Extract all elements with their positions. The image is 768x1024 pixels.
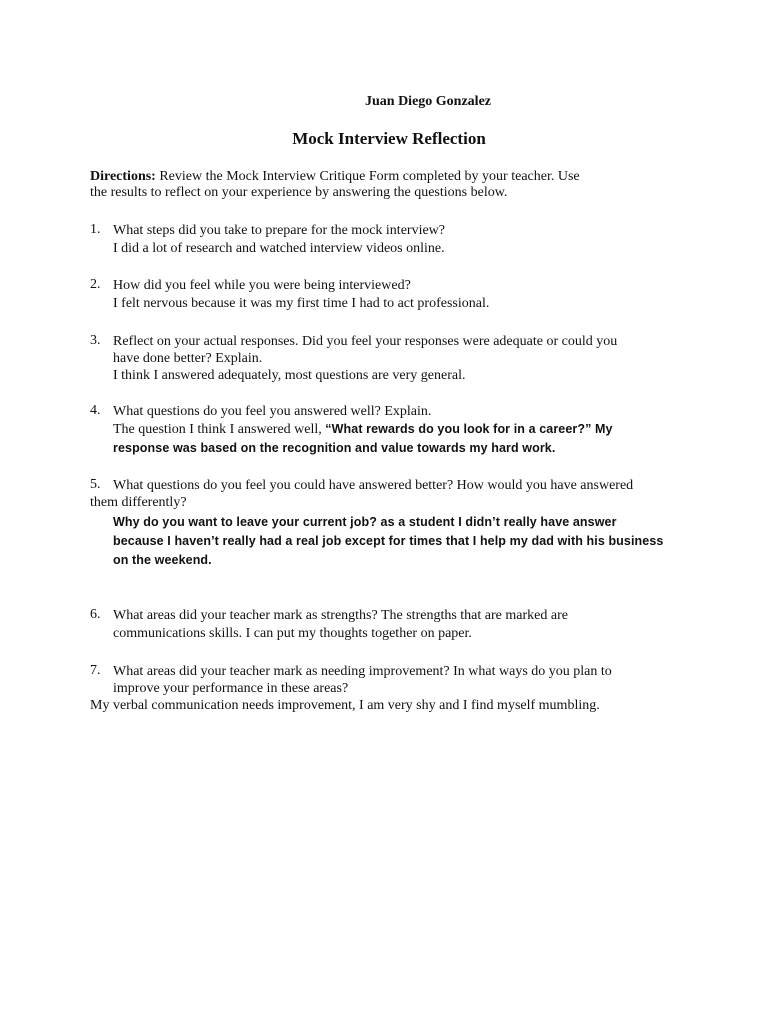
item-number-4: 4. [90, 403, 101, 418]
item-number-7: 7. [90, 663, 101, 678]
question-3-line-2: have done better? Explain. [113, 351, 263, 366]
question-5-line-1: What questions do you feel you could have answered better? How would you have answered [113, 478, 634, 493]
answer-5-bold-1: Why do you want to leave your current job? as a student I didn’t really have answer [113, 515, 617, 529]
item-number-1: 1. [90, 222, 101, 237]
directions-line-1 [90, 169, 690, 185]
answer-4-intro: The question I think I answered well, [113, 422, 326, 437]
item-number-3: 3. [90, 333, 101, 348]
question-7-line-2: improve your performance in these areas? [113, 681, 349, 696]
question-7-line-1: What areas did your teacher mark as needing improvement? In what ways do you plan to [113, 664, 612, 679]
document-title: Mock Interview Reflection [292, 129, 486, 148]
answer-1-line-1: I did a lot of research and watched interview videos online. [113, 241, 445, 256]
question-3-line-1: Reflect on your actual responses. Did you feel your responses were adequate or could you [113, 334, 618, 349]
answer-7-line-1: My verbal communication needs improvement, I am very shy and I find myself mumbling. [90, 698, 600, 713]
answer-4-bold-2: response was based on the recognition and value towards my hard work. [113, 441, 556, 455]
question-2-line-1: How did you feel while you were being interviewed? [113, 278, 411, 293]
question-1-line-1: What steps did you take to prepare for the mock interview? [113, 223, 445, 238]
question-5-line-2: them differently? [90, 495, 187, 510]
item-number-2: 2. [90, 277, 101, 292]
directions [90, 169, 690, 201]
directions-label: Directions: [90, 169, 156, 184]
answer-5-bold-2: because I haven’t really had a real job except for times that I help my dad with his business [113, 534, 664, 548]
item-number-5: 5. [90, 477, 101, 492]
question-6-line-1: What areas did your teacher mark as strengths? The strengths that are marked are [113, 608, 568, 623]
answer-2-line-1: I felt nervous because it was my first time I had to act professional. [113, 296, 490, 311]
directions-line-2: the results to reflect on your experience by answering the questions below. [90, 185, 508, 200]
question-4-line-1: What questions do you feel you answered well? Explain. [113, 404, 432, 419]
directions-text-1: Review the Mock Interview Critique Form completed by your teacher. Use [155, 169, 580, 184]
answer-5-bold-3: on the weekend. [113, 553, 212, 567]
answer-4-line-1 [113, 421, 613, 438]
question-6-line-2: communications skills. I can put my thoughts together on paper. [113, 626, 472, 641]
answer-4-bold-1: “What rewards do you look for in a career?” My [325, 422, 613, 436]
author-name: Juan Diego Gonzalez [365, 94, 491, 109]
answer-3-line-1: I think I answered adequately, most questions are very general. [113, 368, 466, 383]
item-number-6: 6. [90, 607, 101, 622]
